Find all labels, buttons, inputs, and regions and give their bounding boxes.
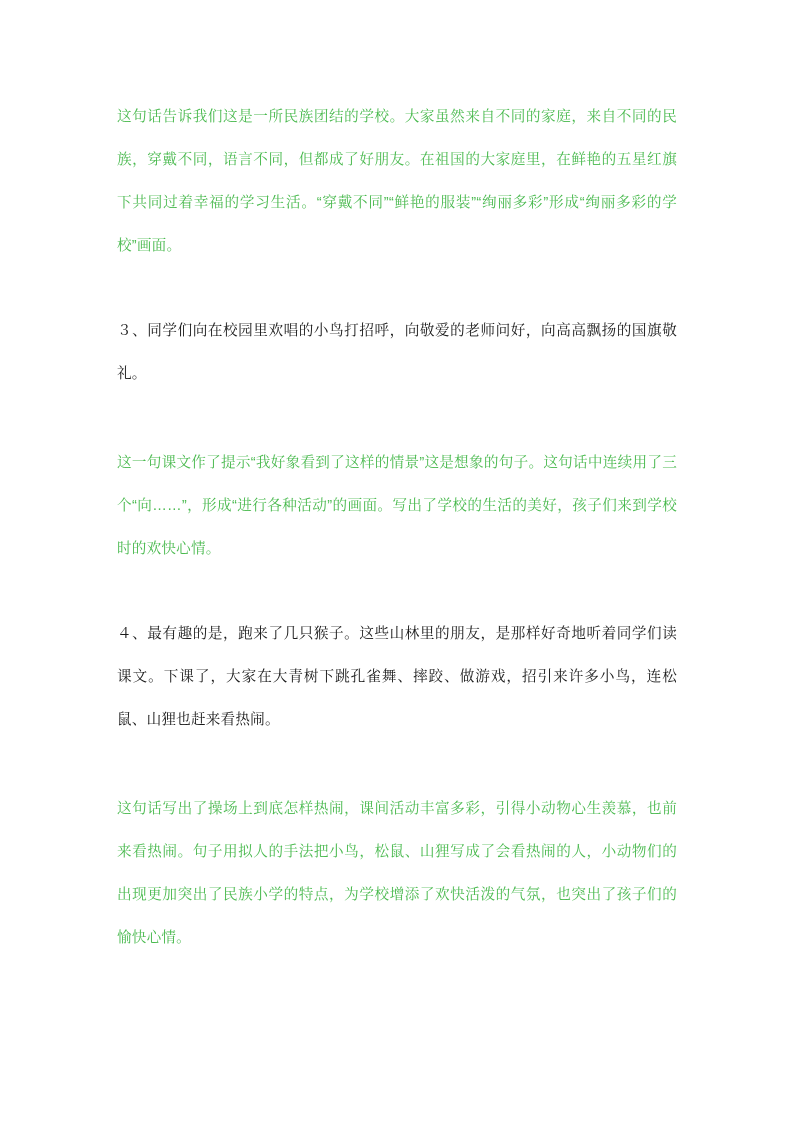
paragraph-spacer xyxy=(117,396,677,442)
paragraph-note-2: 这一句课文作了提示“我好象看到了这样的情景”这是想象的句子。这句话中连续用了三个“向……”，形成“进行各种活动”的画面。写出了学校的生活的美好，孩子们来到学校时的欢快心情。 xyxy=(117,455,677,557)
paragraph-main-3: ３、同学们向在校园里欢唱的小鸟打招呼，向敬爱的老师问好，向高高飘扬的国旗敬礼。 xyxy=(117,323,677,382)
paragraph-spacer xyxy=(117,571,677,613)
paragraph-spacer xyxy=(117,742,677,788)
paragraph-note-3: 这句话写出了操场上到底怎样热闹，课间活动丰富多彩，引得小动物心生羡慕，也前来看热闹。句子用拟人的手法把小鸟，松鼠、山狸写成了会看热闹的人，小动物们的出现更加突出了民族小学的特点，为学校增添了欢快活泼的气氛，也突出了孩子们的愉快心情。 xyxy=(117,801,677,946)
paragraph-spacer xyxy=(117,268,677,310)
paragraph-note-1: 这句话告诉我们这是一所民族团结的学校。大家虽然来自不同的家庭，来自不同的民族，穿戴不同，语言不同，但都成了好朋友。在祖国的大家庭里，在鲜艳的五星红旗下共同过着幸福的学习生活。“穿戴不同”“鲜艳的服装”“绚丽多彩”形成“绚丽多彩的学校”画面。 xyxy=(117,109,677,254)
document-body xyxy=(117,96,677,960)
paragraph-main-4: ４、最有趣的是，跑来了几只猴子。这些山林里的朋友，是那样好奇地听着同学们读课文。下课了，大家在大青树下跳孔雀舞、摔跤、做游戏，招引来许多小鸟，连松鼠、山狸也赶来看热闹。 xyxy=(117,626,677,728)
